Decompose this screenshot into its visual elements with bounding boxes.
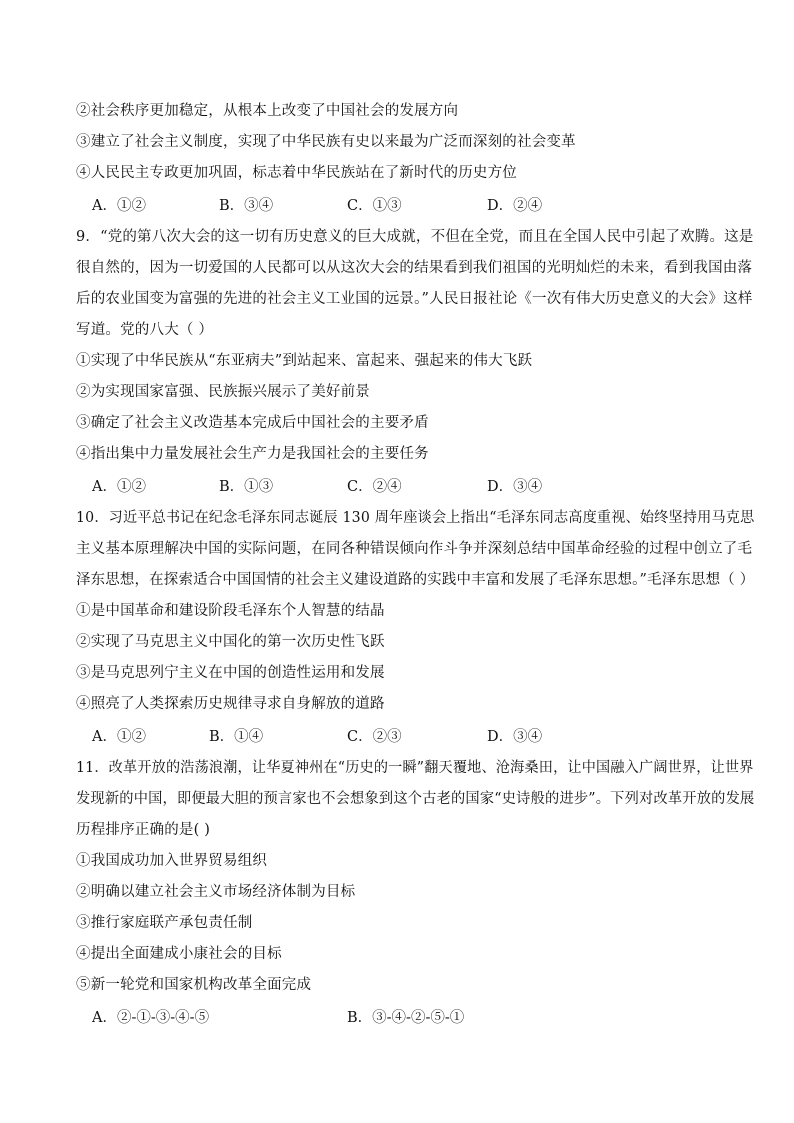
q10-item-2: ②实现了马克思主义中国化的第一次历史性飞跃 xyxy=(76,634,385,650)
q10-stem-line-1: 10．习近平总书记在纪念毛泽东同志诞辰 130 周年座谈会上指出“毛泽东同志高度重视、始终坚持用马克思 xyxy=(76,510,755,526)
q10-option-d[interactable]: D．③④ xyxy=(487,729,543,745)
q11-stem-line-2: 发现新的中国，即便最大胆的预言家也不会想象到这个古老的国家“史诗般的进步”。下列对改革开放的发展 xyxy=(76,791,755,807)
q10-option-a[interactable]: A．①② xyxy=(92,729,146,745)
q8-item-2: ②社会秩序更加稳定，从根本上改变了中国社会的发展方向 xyxy=(76,103,459,119)
q9-option-a[interactable]: A．①② xyxy=(92,479,146,495)
q11-stem-line-1: 11．改革开放的浩荡浪潮，让华夏神州在“历史的一瞬”翻天覆地、沧海桑田，让中国融入广阔世界，让世界 xyxy=(76,760,754,776)
q10-item-1: ①是中国革命和建设阶段毛泽东个人智慧的结晶 xyxy=(76,603,385,619)
q11-item-1: ①我国成功加入世界贸易组织 xyxy=(76,853,268,869)
q10-option-b[interactable]: B．①④ xyxy=(209,729,264,745)
q9-stem-line-4: 写道。党的八大（ ） xyxy=(76,322,214,338)
q9-item-2: ②为实现国家富强、民族振兴展示了美好前景 xyxy=(76,384,370,400)
q8-item-4: ④人民民主专政更加巩固，标志着中华民族站在了新时代的历史方位 xyxy=(76,165,517,181)
q8-option-d[interactable]: D．②④ xyxy=(487,198,543,214)
q11-item-3: ③推行家庭联产承包责任制 xyxy=(76,915,253,931)
q9-item-3: ③确定了社会主义改造基本完成后中国社会的主要矛盾 xyxy=(76,415,429,431)
q8-option-c[interactable]: C．①③ xyxy=(347,198,402,214)
q9-option-b[interactable]: B．①③ xyxy=(219,479,274,495)
q9-item-1: ①实现了中华民族从“东亚病夫”到站起来、富起来、强起来的伟大飞跃 xyxy=(76,353,533,369)
q9-stem-line-2: 很自然的，因为一切爱国的人民都可以从这次大会的结果看到我们祖国的光明灿烂的未来，看到我国由落 xyxy=(76,260,753,276)
q11-option-b[interactable]: B．③-④-②-⑤-① xyxy=(347,1010,465,1026)
q9-stem-line-3: 后的农业国变为富强的先进的社会主义工业国的远景。”人民日报社论《一次有伟大历史意义的大会》这样 xyxy=(76,291,753,307)
q8-item-3: ③建立了社会主义制度，实现了中华民族有史以来最为广泛而深刻的社会变革 xyxy=(76,134,576,150)
q11-item-2: ②明确以建立社会主义市场经济体制为目标 xyxy=(76,884,356,900)
q9-item-4: ④指出集中力量发展社会生产力是我国社会的主要任务 xyxy=(76,446,429,462)
q8-option-b[interactable]: B．③④ xyxy=(219,198,274,214)
q10-stem-line-2: 主义基本原理解决中国的实际问题，在同各种错误倾向作斗争并深刻总结中国革命经验的过程中创立了毛 xyxy=(76,541,753,557)
q11-option-a[interactable]: A．②-①-③-④-⑤ xyxy=(92,1010,210,1026)
q9-option-d[interactable]: D．③④ xyxy=(487,479,543,495)
q11-item-5: ⑤新一轮党和国家机构改革全面完成 xyxy=(76,977,312,993)
q11-stem-line-3: 历程排序正确的是( ) xyxy=(76,822,211,838)
q10-item-4: ④照亮了人类探索历史规律寻求自身解放的道路 xyxy=(76,696,385,712)
q10-item-3: ③是马克思列宁主义在中国的创造性运用和发展 xyxy=(76,665,385,681)
q10-option-c[interactable]: C．②③ xyxy=(347,729,402,745)
q9-option-c[interactable]: C．②④ xyxy=(347,479,402,495)
q8-option-a[interactable]: A．①② xyxy=(92,198,146,214)
q11-item-4: ④提出全面建成小康社会的目标 xyxy=(76,946,282,962)
q10-stem-line-3: 泽东思想，在探索适合中国国情的社会主义建设道路的实践中丰富和发展了毛泽东思想。”毛泽东思想（ ） xyxy=(76,572,755,588)
q9-stem-line-1: 9．“党的第八次大会的这一切有历史意义的巨大成就，不但在全党，而且在全国人民中引起了欢腾。这是 xyxy=(76,229,754,245)
